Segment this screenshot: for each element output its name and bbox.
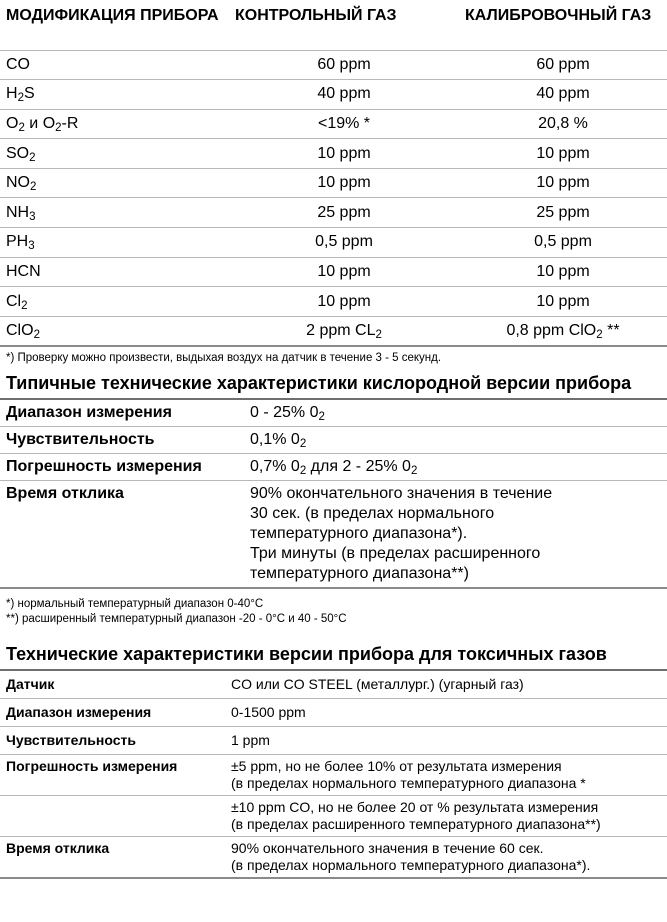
table-row — [0, 139, 667, 169]
value-text: 0 - 25% 0 — [250, 403, 319, 421]
spec-key: Диапазон измерения — [6, 703, 152, 720]
calibration-gas-value: 10 ppm — [536, 144, 590, 162]
spec-row — [0, 453, 667, 480]
spec-value: 1 ppm — [231, 731, 270, 748]
gas-name — [0, 287, 229, 317]
value-text: 0,7% 0 — [250, 457, 300, 475]
spec-value — [225, 754, 667, 795]
oxygen-specs-table — [0, 400, 667, 589]
gas-formula-subscript: 2 — [21, 299, 28, 312]
spec-value — [244, 480, 667, 588]
gas-name — [0, 139, 229, 169]
gas-name — [0, 109, 229, 139]
spec-row — [0, 836, 667, 878]
control-gas-value: 0,5 ppm — [315, 233, 373, 251]
table-row — [0, 109, 667, 139]
value-line: 90% окончательного значения в течение 60 сек. — [231, 839, 544, 856]
gas-formula-subscript: 2 — [30, 181, 37, 194]
control-gas-value: <19% * — [317, 114, 371, 132]
spec-value — [225, 836, 667, 878]
control-gas-value: 40 ppm — [317, 85, 371, 103]
table1-footnote: *) Проверку можно произвести, выдыхая воздух на датчик в течение 3 - 5 секунд. — [6, 351, 442, 364]
gas-formula: H — [6, 85, 18, 103]
spec-row — [0, 754, 667, 795]
table-row — [0, 80, 667, 110]
spec-row — [0, 480, 667, 588]
control-gas-value — [229, 316, 459, 346]
gas-name — [0, 228, 229, 258]
value-line: ±5 ppm, но не более 10% от результата измерения — [231, 757, 562, 774]
gas-name — [0, 168, 229, 198]
spec-key: Погрешность измерения — [6, 757, 178, 774]
table-row — [0, 168, 667, 198]
oxygen-footnotes — [0, 589, 667, 631]
value-text: 0,1% 0 — [250, 430, 300, 448]
spec-value — [244, 400, 667, 427]
control-gas-value: 10 ppm — [317, 292, 371, 310]
gas-formula-subscript: 3 — [29, 210, 36, 223]
spec-row — [0, 795, 667, 836]
gas-name: CO — [6, 55, 30, 73]
value-line: температурного диапазона*). — [250, 524, 468, 542]
gas-name — [0, 198, 229, 228]
toxic-section-title: Технические характеристики версии прибора для токсичных газов — [0, 641, 667, 671]
calibration-gas-value — [459, 316, 667, 346]
spec-key: Погрешность измерения — [6, 457, 202, 475]
calibration-gas-value: 10 ppm — [536, 262, 590, 280]
toxic-specs-table — [0, 671, 667, 879]
calibration-gas-value: 0,5 ppm — [534, 233, 592, 251]
gas-formula: PH — [6, 233, 29, 251]
spec-value — [244, 426, 667, 453]
gas-modification-table — [0, 0, 667, 347]
spec-key — [0, 795, 225, 836]
calibration-gas-value: 10 ppm — [536, 174, 590, 192]
value-line: ±10 ppm CO, но не более 20 от % результата измерения — [231, 798, 599, 815]
value-subscript: 2 — [299, 464, 307, 477]
table-row — [0, 228, 667, 258]
table-row — [0, 287, 667, 317]
footnote-line: *) нормальный температурный диапазон 0-40°C — [6, 597, 264, 610]
value-text: 2 ppm CL — [306, 321, 376, 339]
gas-formula-subscript: 2 — [29, 151, 36, 164]
control-gas-value: 10 ppm — [317, 144, 371, 162]
spec-value: CO или CO STEEL (металлург.) (угарный газ) — [231, 675, 524, 692]
table-row — [0, 198, 667, 228]
gas-formula: NH — [6, 203, 30, 221]
calibration-gas-value: 20,8 % — [538, 114, 588, 132]
footnote-line: **) расширенный температурный диапазон -20 - 0°C и 40 - 50°C — [6, 612, 347, 625]
value-line: 90% окончательного значения в течение — [250, 484, 553, 502]
value-subscript: 2 — [596, 328, 603, 341]
calibration-gas-value: 25 ppm — [536, 203, 590, 221]
spec-value — [244, 453, 667, 480]
gas-name — [0, 316, 229, 346]
gas-formula: Cl — [6, 292, 22, 310]
gas-formula-tail: S — [23, 85, 35, 103]
value-line: температурного диапазона**) — [250, 564, 469, 582]
header-control-gas: КОНТРОЛЬНЫЙ ГАЗ — [235, 7, 397, 24]
spec-key: Диапазон измерения — [6, 403, 172, 421]
value-line: Три минуты (в пределах расширенного — [250, 544, 541, 562]
value-subscript: 2 — [318, 410, 325, 423]
value-text: для 2 - 25% 0 — [306, 457, 411, 475]
spec-row — [0, 726, 667, 754]
spec-row — [0, 400, 667, 427]
calibration-gas-value: 10 ppm — [536, 292, 590, 310]
control-gas-value: 10 ppm — [317, 174, 371, 192]
calibration-gas-value: 60 ppm — [536, 55, 590, 73]
value-subscript: 2 — [299, 437, 307, 450]
table-row — [0, 316, 667, 346]
gas-formula-tail: -R — [61, 114, 79, 132]
gas-name — [0, 80, 229, 110]
header-calibration-gas: КАЛИБРОВОЧНЫЙ ГАЗ — [465, 7, 652, 24]
control-gas-value: 60 ppm — [317, 55, 371, 73]
gas-formula-subscript: 2 — [55, 121, 62, 134]
table-row — [0, 257, 667, 287]
gas-formula-subscript: 2 — [17, 92, 24, 105]
gas-formula-subscript: 2 — [33, 328, 40, 341]
value-text: 0,8 ppm ClO — [506, 321, 597, 339]
spec-key: Чувствительность — [6, 430, 155, 448]
spec-row — [0, 426, 667, 453]
value-subscript: 2 — [410, 464, 418, 477]
spec-row — [0, 671, 667, 699]
gas-formula: O — [6, 114, 19, 132]
value-line: (в пределах нормального температурного диапазона*). — [231, 856, 591, 873]
table-header-row — [0, 0, 667, 50]
spec-value — [225, 795, 667, 836]
gas-formula-mid: и O — [24, 114, 56, 132]
value-subscript: 2 — [375, 328, 382, 341]
header-modification: МОДИФИКАЦИЯ ПРИБОРА — [6, 7, 219, 24]
gas-formula: NO — [6, 174, 30, 192]
value-line: (в пределах нормального температурного диапазона * — [231, 774, 586, 791]
gas-formula: ClO — [6, 321, 34, 339]
value-tail: ** — [602, 321, 620, 339]
gas-name: HCN — [6, 262, 41, 280]
control-gas-value: 25 ppm — [317, 203, 371, 221]
calibration-gas-value: 40 ppm — [536, 85, 590, 103]
gas-formula-subscript: 2 — [18, 121, 25, 134]
gas-formula-subscript: 3 — [28, 240, 35, 253]
value-line: 30 сек. (в пределах нормального — [250, 504, 495, 522]
value-line: (в пределах расширенного температурного диапазона**) — [231, 815, 601, 832]
control-gas-value: 10 ppm — [317, 262, 371, 280]
spec-key: Время отклика — [6, 484, 124, 502]
spec-key: Время отклика — [6, 839, 110, 856]
spec-row — [0, 698, 667, 726]
spec-key: Чувствительность — [6, 731, 136, 748]
gas-formula: SO — [6, 144, 30, 162]
spec-value: 0-1500 ppm — [231, 703, 306, 720]
oxygen-section-title: Типичные технические характеристики кислородной версии прибора — [0, 370, 667, 400]
spec-key: Датчик — [6, 675, 55, 692]
table-row — [0, 50, 667, 80]
